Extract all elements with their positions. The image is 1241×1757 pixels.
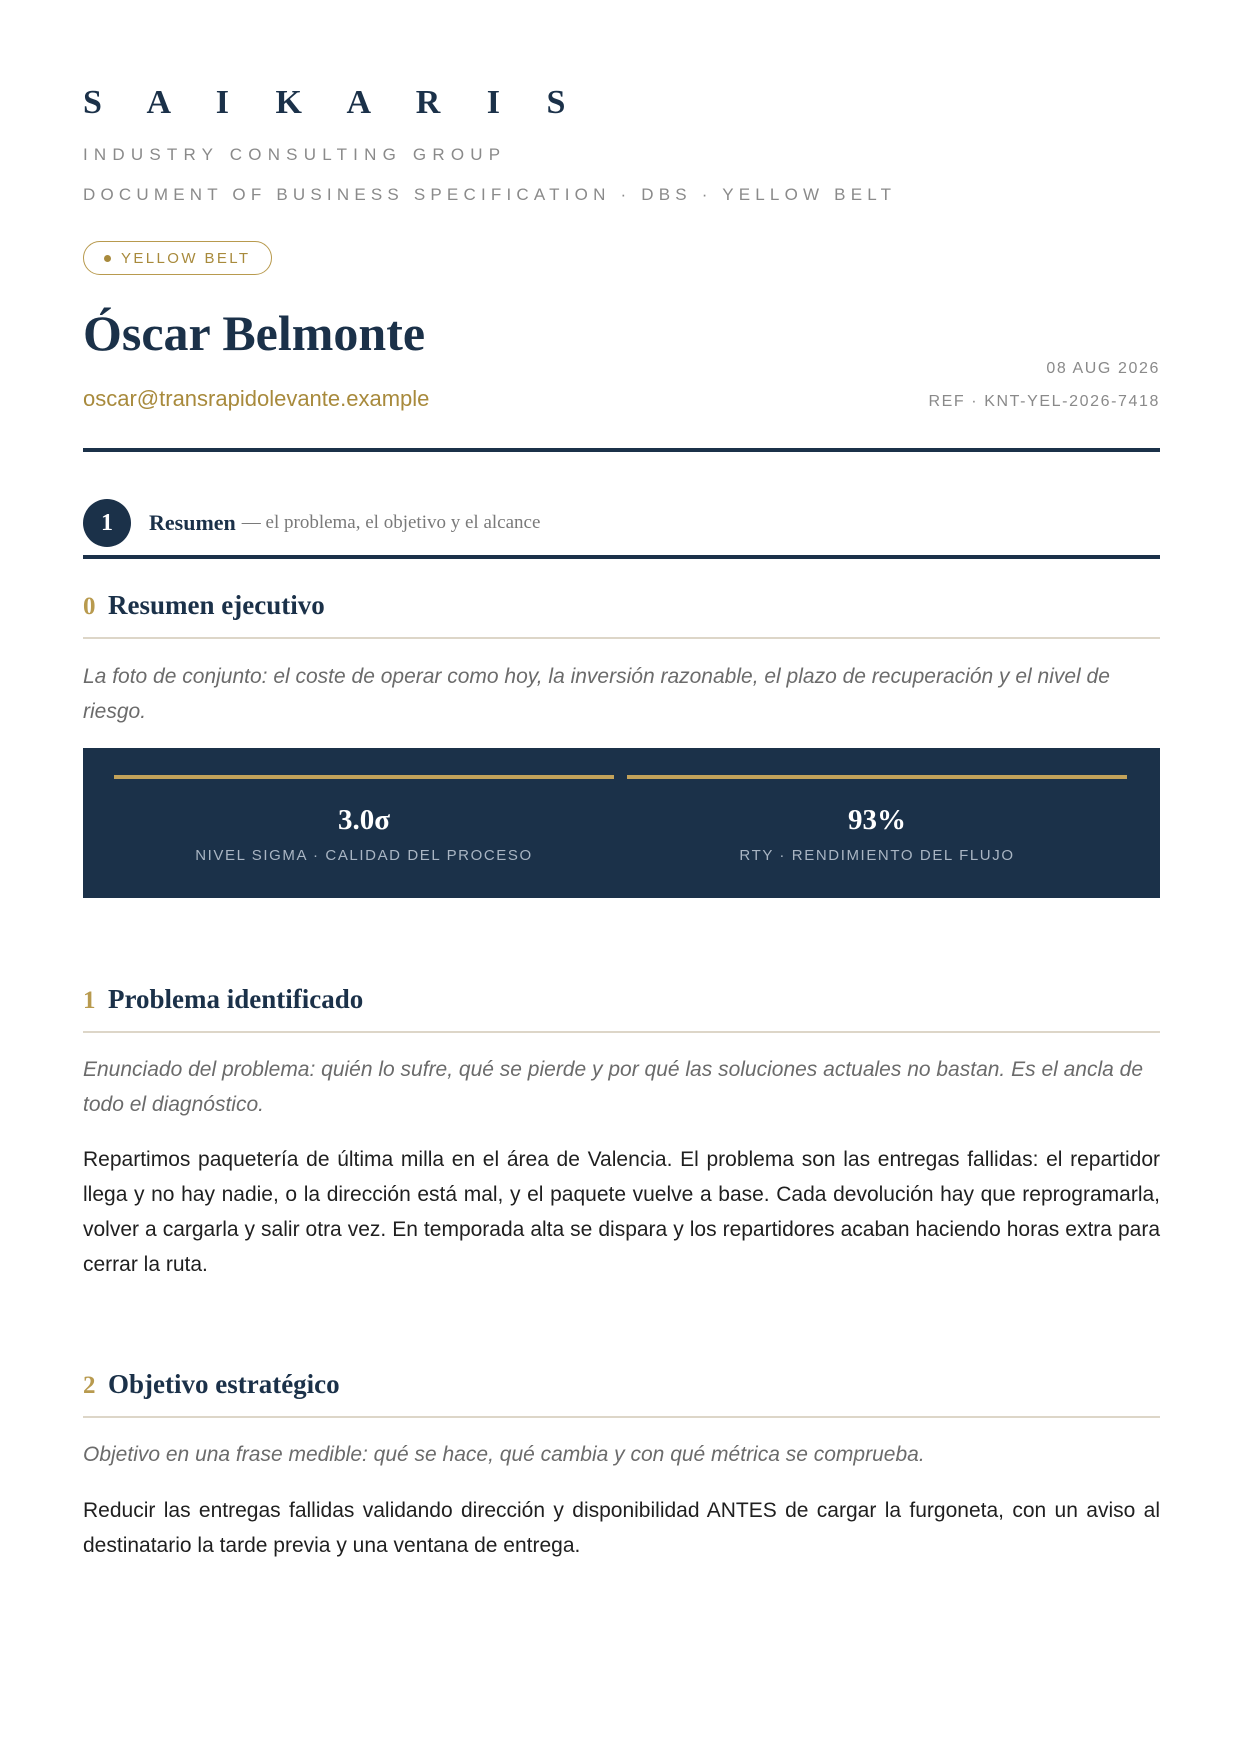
belt-badge-label: YELLOW BELT xyxy=(121,249,251,267)
subsection-title: Problema identificado xyxy=(108,984,364,1014)
company-tagline: INDUSTRY CONSULTING GROUP xyxy=(83,145,507,164)
section-number-badge: 1 xyxy=(83,499,131,547)
kpi-accent-bar xyxy=(627,775,1127,779)
subsection-divider xyxy=(83,637,1160,639)
subsection-body: Reducir las entregas fallidas validando dirección y disponibilidad ANTES de cargar la furgoneta, con un aviso al destinatario la tarde previa y una ventana de entrega. xyxy=(83,1499,1160,1557)
section-divider xyxy=(83,555,1160,559)
subsection-title: Objetivo estratégico xyxy=(108,1369,340,1399)
kpi-panel xyxy=(83,748,1160,898)
kpi-label: RTY · RENDIMIENTO DEL FLUJO xyxy=(739,847,1015,864)
author-name: Óscar Belmonte xyxy=(83,305,426,361)
belt-badge xyxy=(83,241,272,275)
subsection-guidance: La foto de conjunto: el coste de operar como hoy, la inversión razonable, el plazo de recuperación y el nivel de riesgo. xyxy=(83,665,1110,723)
subsection-title: Resumen ejecutivo xyxy=(108,590,325,620)
document-type-line: DOCUMENT OF BUSINESS SPECIFICATION · DBS · YELLOW BELT xyxy=(83,185,897,204)
subsection-body: Repartimos paquetería de última milla en el área de Valencia. El problema son las entregas fallidas: el repartidor llega y no hay nadie, o la dirección está mal, y el paquete vuelve a base. Cada devolución hay que reprogramarla, volver a cargarla y salir otra vez. En temporada alta se dispara y los repartidores acaban haciendo horas extra para cerrar la ruta. xyxy=(83,1148,1160,1276)
section-header xyxy=(83,499,540,547)
kpi-value: 3.0σ xyxy=(337,804,391,836)
subsection-heading xyxy=(83,590,325,621)
kpi-card xyxy=(627,775,1127,864)
kpi-card xyxy=(114,775,614,864)
subsection-guidance: Objetivo en una frase medible: qué se hace, qué cambia y con qué métrica se comprueba. xyxy=(83,1443,925,1466)
document-reference: REF · KNT-YEL-2026-7418 xyxy=(928,393,1160,410)
subsection-guidance: Enunciado del problema: quién lo sufre, qué se pierde y por qué las soluciones actuales no bastan. Es el ancla de todo el diagnóstico. xyxy=(83,1058,1144,1116)
bullet-dot-icon xyxy=(104,255,111,262)
header-divider xyxy=(83,448,1160,452)
brand-wordmark: S A I K A R I S xyxy=(83,84,585,121)
section-subtitle: — el problema, el objetivo y el alcance xyxy=(241,512,541,533)
subsection-divider xyxy=(83,1031,1160,1033)
subsection-number: 1 xyxy=(83,987,96,1014)
kpi-accent-bar xyxy=(114,775,614,779)
document-date: 08 AUG 2026 xyxy=(1046,360,1160,377)
subsection-number: 2 xyxy=(83,1372,96,1399)
subsection-number: 0 xyxy=(83,593,96,620)
author-email[interactable]: oscar@transrapidolevante.example xyxy=(83,386,430,411)
subsection-heading xyxy=(83,984,363,1015)
subsection-heading xyxy=(83,1369,340,1400)
kpi-value: 93% xyxy=(848,804,906,836)
subsection-divider xyxy=(83,1416,1160,1418)
kpi-label: NIVEL SIGMA · CALIDAD DEL PROCESO xyxy=(195,847,533,864)
section-title: Resumen xyxy=(149,510,236,535)
